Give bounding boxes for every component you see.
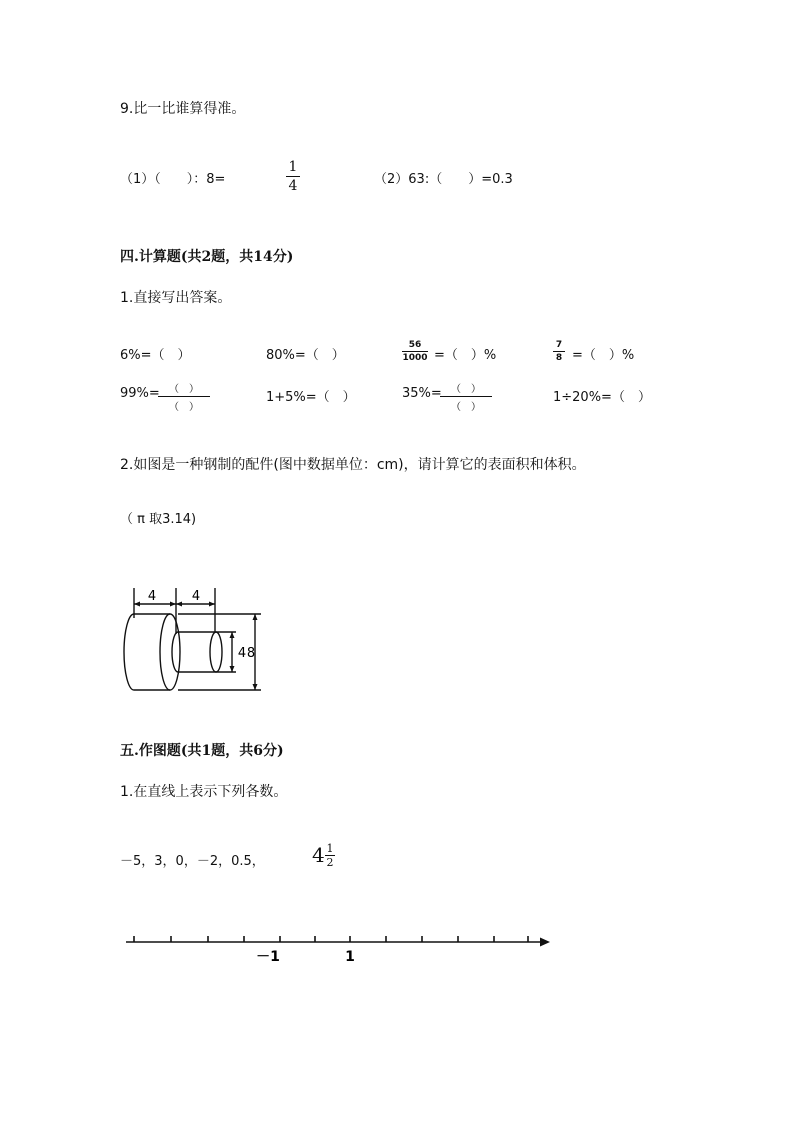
label-d-large: 8: [246, 646, 256, 661]
arrow-head: [209, 602, 215, 607]
q9-part1-text: （1）（ ）：8=: [120, 172, 226, 187]
fraction-denominator: 4: [288, 178, 298, 194]
large-cylinder-side: [134, 614, 170, 690]
calc-item-4-fraction: [553, 340, 565, 363]
blank-denominator: （ ）: [169, 402, 199, 413]
calc-item-6: 1+5%=（ ）: [266, 390, 356, 405]
fraction-bar: [402, 351, 428, 352]
number-line-ticks: [134, 936, 528, 942]
arrow-head: [170, 602, 176, 607]
arrow-head: [253, 614, 258, 620]
fraction-denominator: 2: [326, 856, 334, 869]
large-cylinder-back: [124, 614, 134, 690]
blank-numerator: （ ）: [451, 384, 481, 395]
fraction-numerator: 7: [555, 340, 563, 350]
fraction-denominator: 1000: [402, 353, 428, 363]
calc-item-3-fraction: [402, 340, 428, 363]
calc-item-7-blank-fraction: [440, 380, 492, 413]
calc-item-3: =（ ）%: [434, 348, 497, 363]
tick-label-1: 1: [345, 949, 355, 965]
fraction-bar: [158, 396, 210, 397]
number-line[interactable]: [120, 930, 560, 970]
blank-numerator: （ ）: [169, 384, 199, 395]
arrow-head: [176, 602, 182, 607]
question-9-title: 9.比一比谁算得准。: [120, 101, 246, 117]
section-5-title: 五.作图题(共1题，共6分): [120, 743, 284, 759]
tick-label-minus-1: －1: [256, 949, 280, 965]
blank-denominator: （ ）: [451, 402, 481, 413]
label-d-small: 4: [237, 646, 247, 661]
steel-part-figure: [118, 584, 268, 696]
small-cylinder-face: [210, 632, 222, 672]
large-cylinder-face: [160, 614, 180, 690]
q9-part2-text: （2）63:（ ）=0.3: [374, 172, 513, 187]
mixed-number-fraction: [325, 843, 335, 868]
calc-item-5-blank-fraction: [158, 380, 210, 413]
calc-item-7: 35%=: [402, 386, 442, 401]
label-w2: 4: [191, 589, 201, 604]
fraction-bar: [553, 351, 565, 352]
fraction-bar: [286, 176, 300, 177]
fraction-numerator: 1: [288, 159, 298, 175]
q9-part1-fraction: [286, 160, 300, 193]
calc-item-2: 80%=（ ）: [266, 348, 345, 363]
numbers-list: －5，3，0，－2，0.5，: [120, 854, 265, 869]
section-5-q1-title: 1.在直线上表示下列各数。: [120, 784, 288, 800]
calc-item-4: =（ ）%: [572, 348, 635, 363]
fraction-numerator: 1: [326, 842, 334, 855]
arrow-head: [230, 632, 235, 638]
section-4-q2-title: 2.如图是一种钢制的配件(图中数据单位：cm)，请计算它的表面积和体积。: [120, 457, 586, 473]
arrow-head: [253, 684, 258, 690]
fraction-denominator: 8: [555, 353, 563, 363]
fraction-numerator: 56: [408, 340, 422, 350]
mixed-number-whole: 4: [312, 843, 325, 867]
section-4-title: 四.计算题(共2题，共14分): [120, 249, 294, 265]
section-4-q2-note: （ π 取3.14): [120, 512, 197, 527]
calc-item-5: 99%=: [120, 386, 160, 401]
arrow-head: [230, 666, 235, 672]
label-w1: 4: [147, 589, 157, 604]
small-cylinder-back: [172, 632, 178, 672]
calc-item-8: 1÷20%=（ ）: [553, 390, 651, 405]
section-4-q1-title: 1.直接写出答案。: [120, 290, 232, 306]
number-line-arrow: [540, 938, 550, 947]
arrow-head: [134, 602, 140, 607]
calc-item-1: 6%=（ ）: [120, 348, 191, 363]
fraction-bar: [440, 396, 492, 397]
